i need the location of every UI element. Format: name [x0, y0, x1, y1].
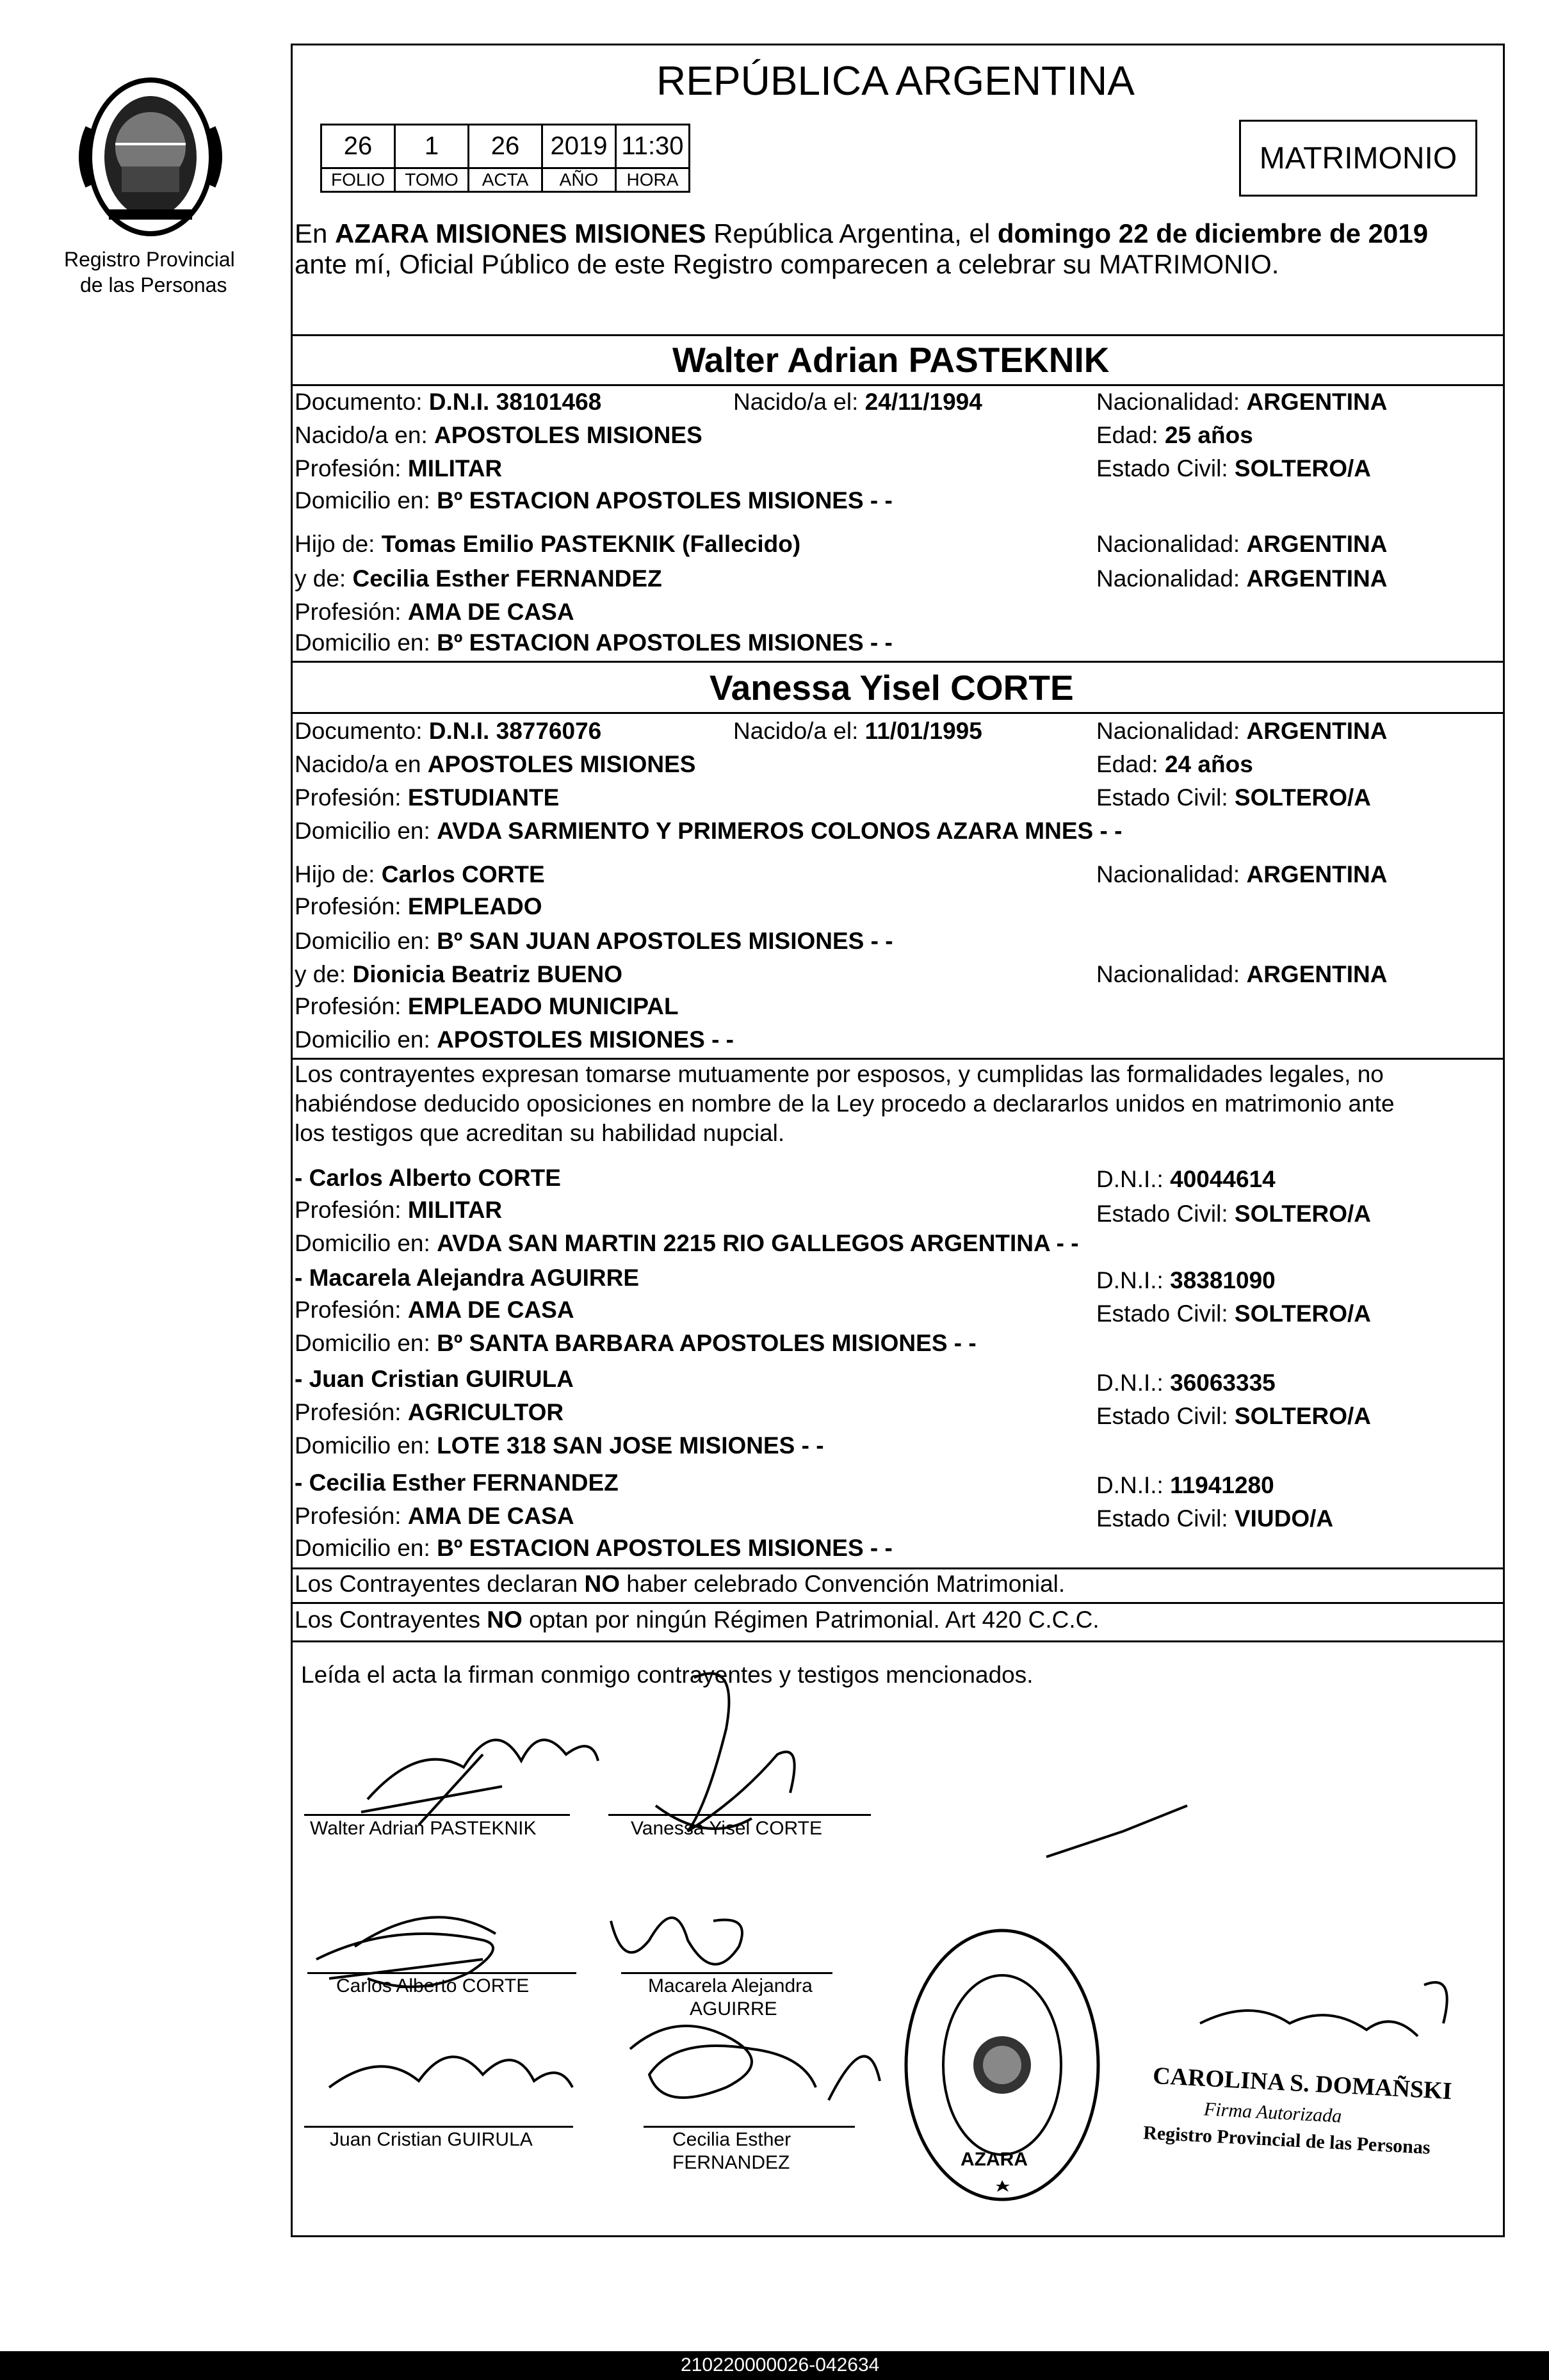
signature-line [621, 1972, 832, 1974]
witness1-dni: D.N.I.: 40044614 [1096, 1166, 1276, 1192]
spouse1-estado-civil: Estado Civil: SOLTERO/A [1096, 455, 1372, 482]
spouse2-profesion: Profesión: ESTUDIANTE [295, 784, 560, 811]
signature-name-1: Walter Adrian PASTEKNIK [310, 1818, 537, 1839]
spouse1-nacido-el: Nacido/a el: 24/11/1994 [733, 389, 982, 415]
witness2-profesion: Profesión: AMA DE CASA [295, 1297, 574, 1323]
witness3-estado-civil: Estado Civil: SOLTERO/A [1096, 1403, 1372, 1429]
spouse2-edad: Edad: 24 años [1096, 751, 1253, 777]
signature-lead: Leída el acta la firman conmigo contrayentes y testigos mencionados. [301, 1662, 1034, 1688]
divider [291, 334, 1505, 336]
seal-bottom-text: AZARA [961, 2149, 1028, 2170]
spouse2-madre-profesion: Profesión: EMPLEADO MUNICIPAL [295, 993, 679, 1019]
witness4-dni: D.N.I.: 11941280 [1096, 1472, 1274, 1498]
witness1-domicilio: Domicilio en: AVDA SAN MARTIN 2215 RIO GALLEGOS ARGENTINA - - [295, 1230, 1079, 1256]
official-name: CAROLINA S. DOMAÑSKI [1152, 2062, 1453, 2105]
intro-middle: República Argentina, el [706, 218, 998, 248]
witness4-profesion: Profesión: AMA DE CASA [295, 1503, 574, 1529]
witness3-name: - Juan Cristian GUIRULA [295, 1366, 574, 1392]
witness4-domicilio: Domicilio en: Bº ESTACION APOSTOLES MISIONES - - [295, 1535, 893, 1561]
witness2-estado-civil: Estado Civil: SOLTERO/A [1096, 1300, 1372, 1327]
divider [291, 384, 1505, 386]
intro-prefix: En [295, 218, 336, 248]
spouse1-profesion: Profesión: MILITAR [295, 455, 503, 482]
intro-date: domingo 22 de diciembre de 2019 [997, 218, 1429, 248]
spouse1-domicilio: Domicilio en: Bº ESTACION APOSTOLES MISIONES - - [295, 487, 893, 514]
logo-caption-2: de las Personas [80, 273, 227, 296]
spouse1-nacido-en: Nacido/a en: APOSTOLES MISIONES [295, 422, 702, 448]
spouse1-madre-nacionalidad: Nacionalidad: ARGENTINA [1096, 565, 1388, 592]
folio-label: FOLIO [321, 168, 395, 192]
spouse2-nacionalidad: Nacionalidad: ARGENTINA [1096, 718, 1388, 744]
signature-name-6a: Cecilia Esther [672, 2129, 791, 2150]
signature-line [304, 2126, 573, 2128]
spouse2-domicilio: Domicilio en: AVDA SARMIENTO Y PRIMEROS COLONOS AZARA MNES - - [295, 818, 1123, 844]
spouse2-madre: y de: Dionicia Beatriz BUENO [295, 961, 622, 987]
spouse1-padre-nacionalidad: Nacionalidad: ARGENTINA [1096, 531, 1388, 557]
spouse2-nacido-el: Nacido/a el: 11/01/1995 [733, 718, 982, 744]
hora-label: HORA [616, 168, 690, 192]
divider [291, 1058, 1505, 1060]
anio-label: AÑO [542, 168, 616, 192]
witness4-name: - Cecilia Esther FERNANDEZ [295, 1469, 619, 1496]
spouse1-nacionalidad: Nacionalidad: ARGENTINA [1096, 389, 1388, 415]
divider [291, 1602, 1505, 1604]
spouse1-padre: Hijo de: Tomas Emilio PASTEKNIK (Fallecido) [295, 531, 801, 557]
signature-line [307, 1972, 576, 1974]
signature-name-3: Carlos Alberto CORTE [336, 1975, 530, 1996]
spouse2-padre: Hijo de: Carlos CORTE [295, 861, 545, 887]
witness2-domicilio: Domicilio en: Bº SANTA BARBARA APOSTOLES MISIONES - - [295, 1330, 977, 1356]
witness3-domicilio: Domicilio en: LOTE 318 SAN JOSE MISIONES - - [295, 1432, 824, 1459]
logo-caption-1: Registro Provincial [64, 248, 235, 271]
spouse2-padre-domicilio: Domicilio en: Bº SAN JUAN APOSTOLES MISIONES - - [295, 928, 893, 954]
signature-line [644, 2126, 855, 2128]
witness4-estado-civil: Estado Civil: VIUDO/A [1096, 1505, 1334, 1532]
official-org: Registro Provincial de las Personas [1142, 2122, 1431, 2158]
witness1-name: - Carlos Alberto CORTE [295, 1165, 561, 1191]
tomo-value: 1 [395, 125, 469, 168]
page-title: REPÚBLICA ARGENTINA [656, 58, 1135, 104]
spouse2-padre-nacionalidad: Nacionalidad: ARGENTINA [1096, 861, 1388, 887]
signature-name-4b: AGUIRRE [690, 1998, 777, 2020]
acta-value: 26 [469, 125, 542, 168]
spouse1-name: Walter Adrian PASTEKNIK [672, 340, 1110, 380]
witness1-estado-civil: Estado Civil: SOLTERO/A [1096, 1201, 1372, 1227]
document-type-box [1239, 120, 1477, 197]
spouse2-documento: Documento: D.N.I. 38776076 [295, 718, 602, 744]
witness1-profesion: Profesión: MILITAR [295, 1197, 503, 1223]
declaration-line-2: habiéndose deducido oposiciones en nombre de la Ley procedo a declararlos unidos en matrimonio ante [295, 1090, 1395, 1117]
folio-value: 26 [321, 125, 395, 168]
hora-value: 11:30 [616, 125, 690, 168]
declaration-line-1: Los contrayentes expresan tomarse mutuamente por esposos, y cumplidas las formalidades legales, no [295, 1061, 1384, 1087]
tomo-label: TOMO [395, 168, 469, 192]
divider [291, 712, 1505, 714]
spouse1-madre-profesion: Profesión: AMA DE CASA [295, 599, 574, 625]
convention-line-2: Los Contrayentes NO optan por ningún Régimen Patrimonial. Art 420 C.C.C. [295, 1607, 1099, 1633]
spouse2-madre-nacionalidad: Nacionalidad: ARGENTINA [1096, 961, 1388, 987]
spouse2-nacido-en: Nacido/a en APOSTOLES MISIONES [295, 751, 696, 777]
intro-place: AZARA MISIONES MISIONES [335, 218, 706, 248]
spouse2-madre-domicilio: Domicilio en: APOSTOLES MISIONES - - [295, 1026, 734, 1053]
spouse2-estado-civil: Estado Civil: SOLTERO/A [1096, 784, 1372, 811]
declaration-line-3: los testigos que acreditan su habilidad nupcial. [295, 1120, 785, 1146]
signature-name-5: Juan Cristian GUIRULA [330, 2129, 533, 2150]
acta-label: ACTA [469, 168, 542, 192]
witness3-profesion: Profesión: AGRICULTOR [295, 1399, 564, 1425]
convention-line-1: Los Contrayentes declaran NO haber celebrado Convención Matrimonial. [295, 1571, 1066, 1597]
signature-line [608, 1814, 871, 1816]
signature-name-6b: FERNANDEZ [672, 2152, 790, 2173]
witness2-dni: D.N.I.: 38381090 [1096, 1267, 1276, 1293]
intro-line-1 [295, 218, 1428, 250]
intro-line-2: ante mí, Oficial Público de este Registro comparecen a celebrar su MATRIMONIO. [295, 249, 1279, 279]
signature-name-4a: Macarela Alejandra [648, 1975, 813, 1996]
signature-line [304, 1814, 570, 1816]
official-role: Firma Autorizada [1203, 2098, 1343, 2127]
divider [291, 661, 1505, 663]
anio-value: 2019 [542, 125, 616, 168]
spouse1-madre-domicilio: Domicilio en: Bº ESTACION APOSTOLES MISIONES - - [295, 629, 893, 656]
document-type: MATRIMONIO [1259, 141, 1457, 175]
witness3-dni: D.N.I.: 36063335 [1096, 1370, 1276, 1396]
spouse1-documento: Documento: D.N.I. 38101468 [295, 389, 602, 415]
spouse1-madre: y de: Cecilia Esther FERNANDEZ [295, 565, 662, 592]
footer-code: 210220000026-042634 [681, 2354, 880, 2376]
record-table [320, 124, 690, 193]
spouse2-padre-profesion: Profesión: EMPLEADO [295, 893, 542, 919]
signature-name-2: Vanessa Yisel CORTE [631, 1818, 823, 1839]
witness2-name: - Macarela Alejandra AGUIRRE [295, 1265, 640, 1291]
spouse2-name: Vanessa Yisel CORTE [710, 668, 1074, 708]
spouse1-edad: Edad: 25 años [1096, 422, 1253, 448]
divider [291, 1567, 1505, 1569]
